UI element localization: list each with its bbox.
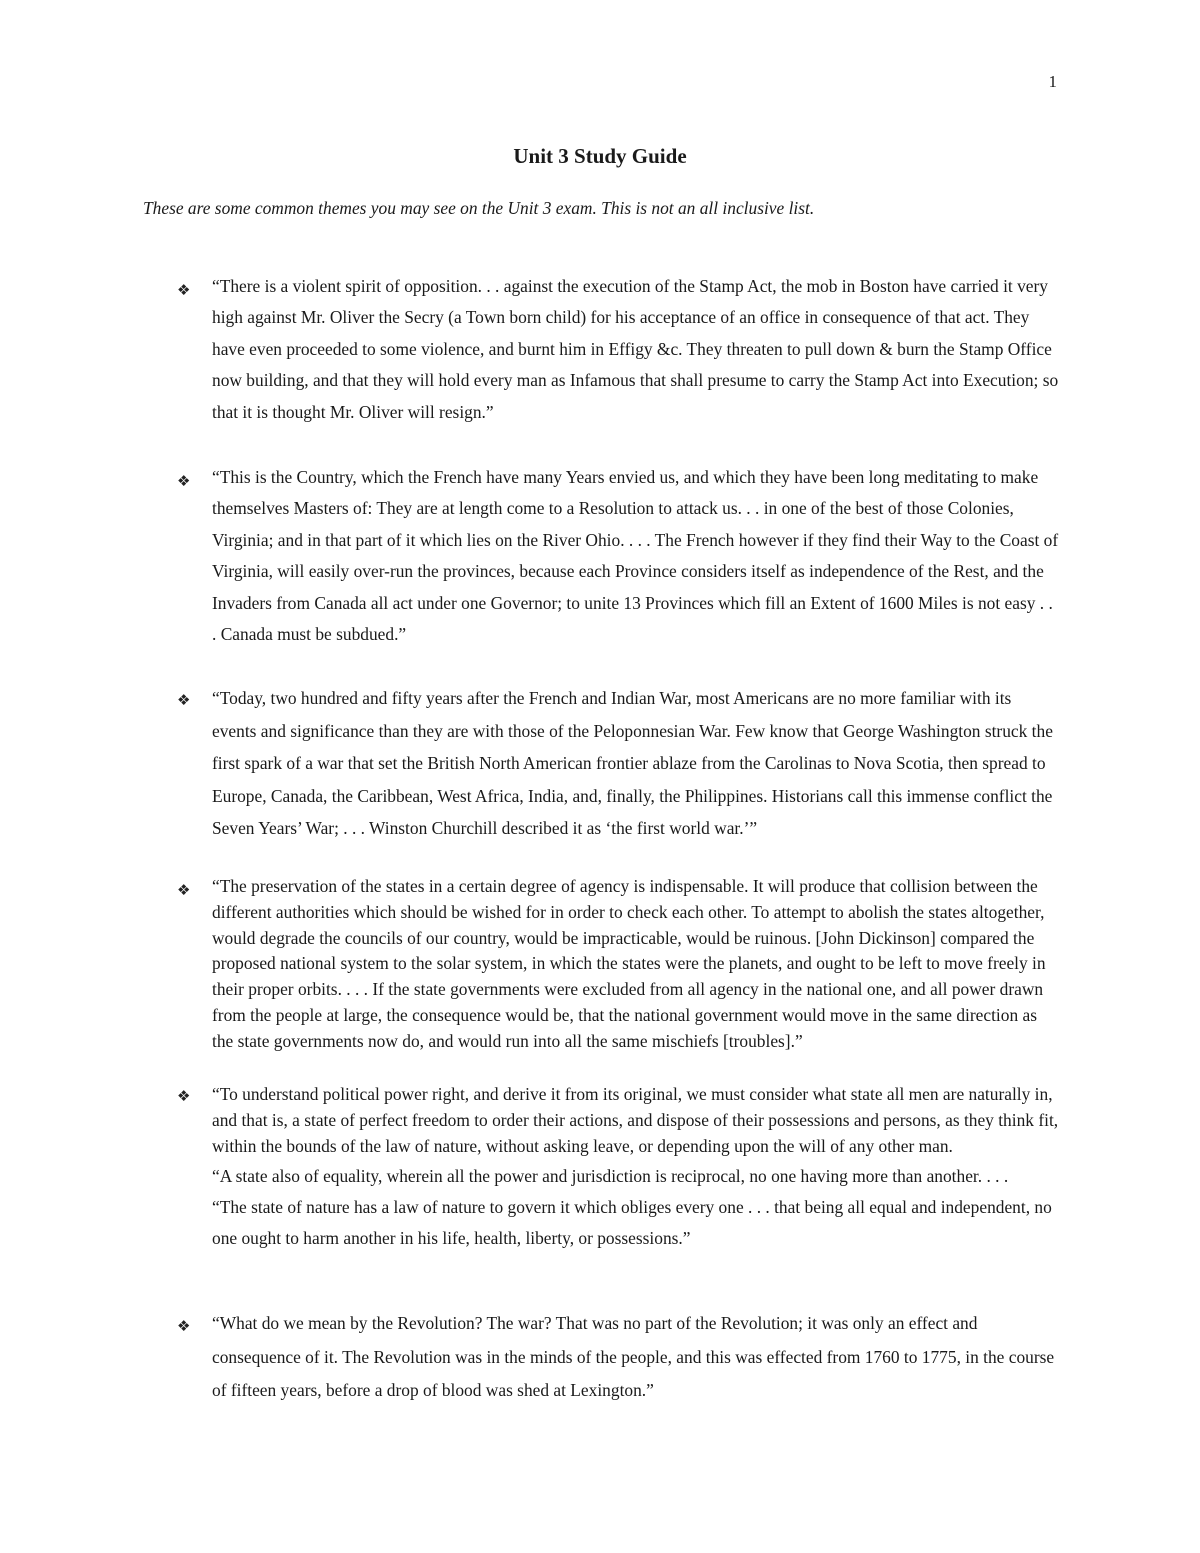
page-number: 1 xyxy=(1048,72,1057,91)
diamond-bullet-icon: ❖ xyxy=(177,472,191,490)
quote-paragraph: “There is a violent spirit of opposition. . . against the execution of the Stamp Act, the mob in Boston have carried it very high against Mr. Oliver the Secry (a Town born child) for his acceptance of an office in consequence of that act. They have even proceeded to some violence, and burnt him in Effigy &c. They threaten to pull down & burn the Stamp Office now building, and that they will hold every man as Infamous that shall presume to carry the Stamp Act into Execution; so that it is thought Mr. Oliver will resign.” xyxy=(212,276,1059,422)
quote-text xyxy=(212,682,1060,845)
quote-text xyxy=(212,271,1060,428)
quote-paragraph: “The state of nature has a law of nature to govern it which obliges every one . . . that being all equal and independent, no one ought to harm another in his life, health, liberty, or possessions.” xyxy=(212,1197,1052,1249)
quote-text xyxy=(212,1082,1060,1254)
quote-paragraph: “The preservation of the states in a certain degree of agency is indispensable. It will produce that collision between the different authorities which should be wished for in order to check each other. To attempt to abolish the states altogether, would degrade the councils of our country, would be impracticable, would be ruinous. [John Dickinson] compared the proposed national system to the solar system, in which the states were the planets, and ought to be left to move freely in their proper orbits. . . . If the state governments were excluded from all agency in the national one, and all power drawn from the people at large, the consequence would be, that the national government would move in the same direction as the state governments now do, and would run into all the same mischiefs [troubles].” xyxy=(212,876,1046,1051)
diamond-bullet-icon: ❖ xyxy=(177,691,191,709)
quote-text xyxy=(212,874,1060,1055)
diamond-bullet-icon: ❖ xyxy=(177,881,191,899)
quote-paragraph: “To understand political power right, and derive it from its original, we must consider what state all men are naturally in, and that is, a state of perfect freedom to order their actions, and dispose of their possessions and persons, as they think fit, within the bounds of the law of nature, without asking leave, or depending upon the will of any other man. xyxy=(212,1084,1059,1156)
diamond-bullet-icon: ❖ xyxy=(177,281,191,299)
quote-paragraph: “A state also of equality, wherein all the power and jurisdiction is reciprocal, no one having more than another. . . . xyxy=(212,1166,1009,1187)
document-subtitle: These are some common themes you may see on the Unit 3 exam. This is not an all inclusive list. xyxy=(143,198,815,218)
diamond-bullet-icon: ❖ xyxy=(177,1087,191,1105)
diamond-bullet-icon: ❖ xyxy=(177,1317,191,1335)
quote-text xyxy=(212,462,1060,650)
quote-text xyxy=(212,1307,1060,1408)
quote-paragraph: “Today, two hundred and fifty years after the French and Indian War, most Americans are no more familiar with its events and significance than they are with those of the Peloponnesian War. Few know that George Washington struck the first spark of a war that set the British North American frontier ablaze from the Carolinas to Nova Scotia, then spread to Europe, Canada, the Caribbean, West Africa, India, and, finally, the Philippines. Historians call this immense conflict the Seven Years’ War; . . . Winston Churchill described it as ‘the first world war.’” xyxy=(212,688,1053,839)
document-title: Unit 3 Study Guide xyxy=(513,144,687,168)
quote-paragraph: “What do we mean by the Revolution? The war? That was no part of the Revolution; it was only an effect and consequence of it. The Revolution was in the minds of the people, and this was effected from 1760 to 1775, in the course of fifteen years, before a drop of blood was shed at Lexington.” xyxy=(212,1313,1055,1400)
quote-paragraph: “This is the Country, which the French have many Years envied us, and which they have been long meditating to make themselves Masters of: They are at length come to a Resolution to attack us. . . in one of the best of those Colonies, Virginia; and in that part of it which lies on the River Ohio. . . . The French however if they find their Way to the Coast of Virginia, will easily over-run the provinces, because each Province considers itself as independence of the Rest, and the Invaders from Canada all act under one Governor; to unite 13 Provinces which fill an Extent of 1600 Miles is not easy . . . Canada must be subdued.” xyxy=(212,467,1059,645)
